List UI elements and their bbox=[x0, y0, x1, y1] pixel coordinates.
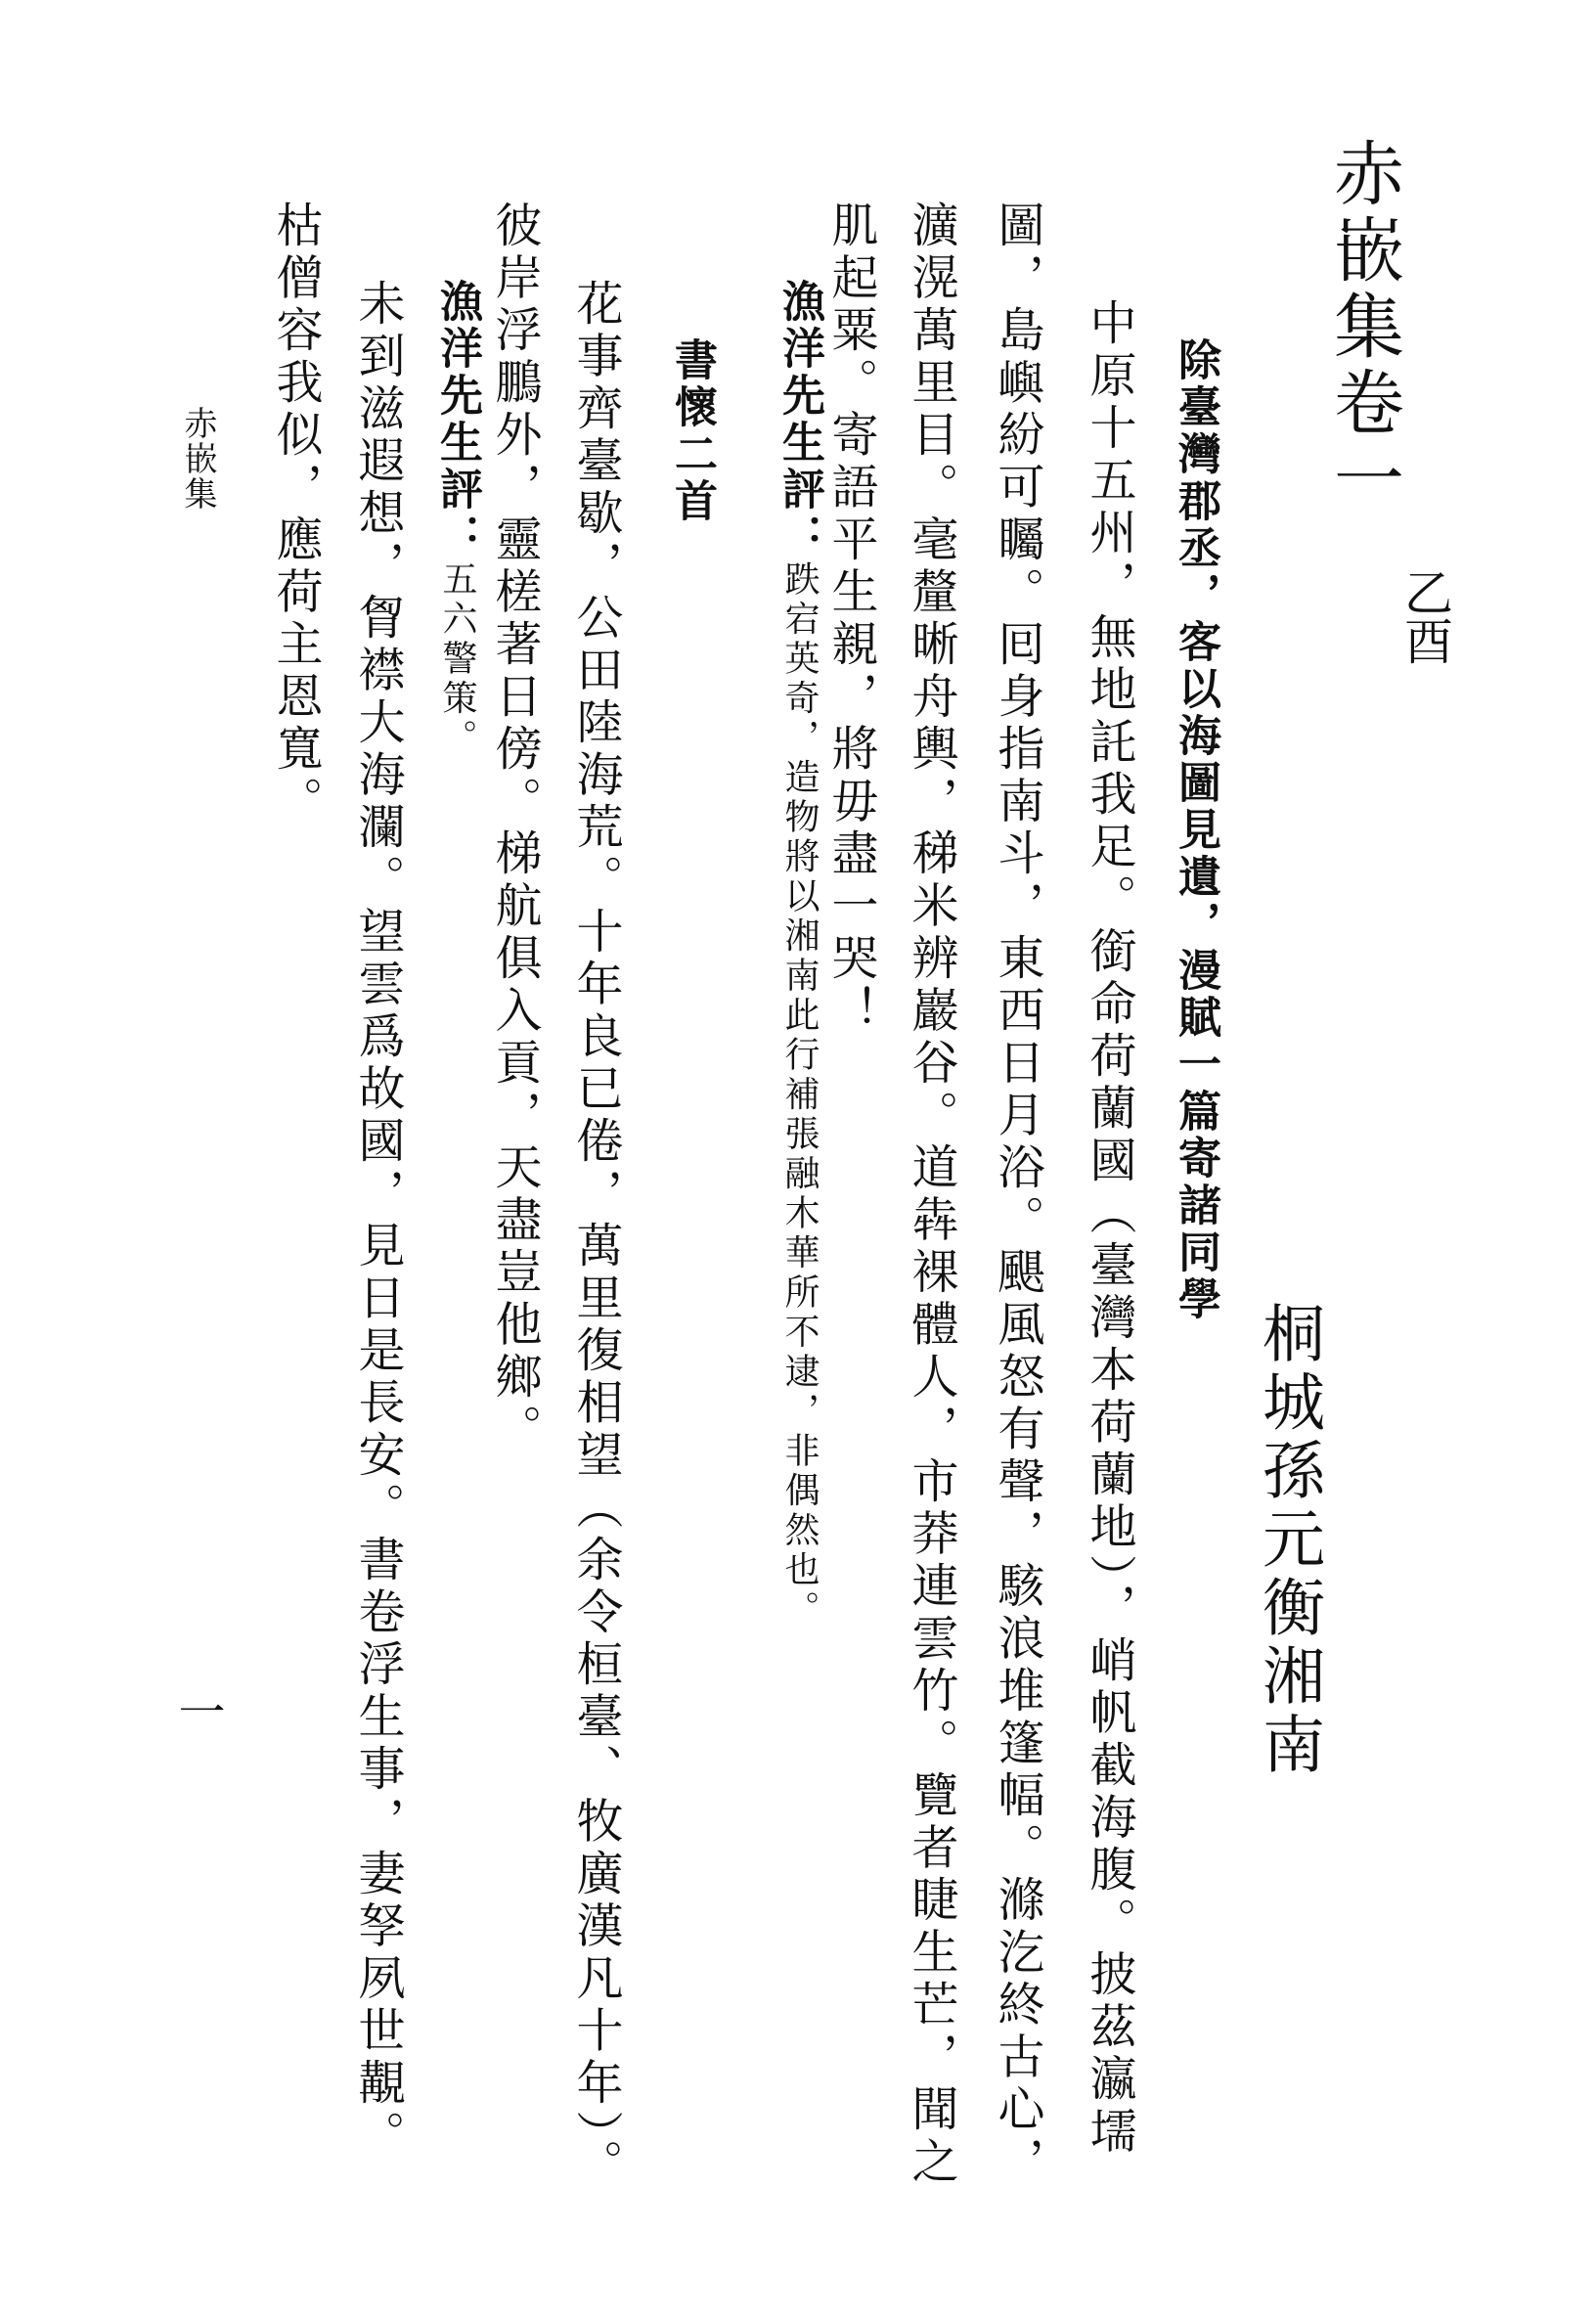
poem1-line-1: 中原十五州，無地託我足。銜命荷蘭國（臺灣本荷蘭地），峭帆截海腹。披茲瀛壖 bbox=[1082, 298, 1136, 2159]
poem-title-2: 書懷二首 bbox=[667, 337, 717, 525]
poem1-line-2: 圖，島嶼紛可矚。囘身指南斗，東西日月浴。颶風怒有聲，駭浪堆篷幅。滌汔終古心， bbox=[990, 201, 1044, 2189]
critique-1 bbox=[775, 279, 824, 1630]
critique-text: 跌宕英奇，造物將以湘南此行補張融木華所不逮，非偶然也。 bbox=[779, 560, 820, 1630]
critique-2 bbox=[432, 279, 482, 759]
poem2-stanza2-line-1: 未到滋遐想，胷襟大海瀾。望雲爲故國，見日是長安。書卷浮生事，妻孥夙世覯。 bbox=[350, 279, 405, 2163]
era-label: 乙酉 bbox=[1396, 567, 1453, 665]
poem1-line-3: 瀇滉萬里目。毫釐晰舟輿，稊米辨巖谷。道犇裸體人，市莽連雲竹。覽者睫生芒，聞之 bbox=[904, 201, 958, 2189]
poem2-stanza1-line-1: 花事齊臺歇，公田陸海荒。十年良已倦，萬里復相望（余令桓臺、牧廣漢凡十年）。 bbox=[568, 279, 623, 2192]
running-title: 赤嵌集 bbox=[178, 406, 217, 512]
volume-title: 赤嵌集卷一 bbox=[1322, 137, 1404, 518]
poem-title-1: 除臺灣郡丞，客以海圖見遺，漫賦一篇寄諸同學 bbox=[1171, 337, 1220, 1323]
critique-text: 五六警策。 bbox=[437, 560, 477, 759]
page-number: 一 bbox=[170, 1687, 225, 1734]
poem2-stanza2-line-2: 枯僧容我似，應荷主恩寬。 bbox=[268, 201, 323, 828]
author-name: 桐城孫元衡湘南 bbox=[1252, 1301, 1324, 1780]
poem1-line-4: 肌起粟。寄語平生親，將毋盡一哭！ bbox=[823, 201, 878, 1038]
critique-label: 漁洋先生評： bbox=[432, 279, 482, 560]
poem2-stanza1-line-2: 彼岸浮鵬外，靈槎著日傍。梯航俱入貢，天盡豈他鄉。 bbox=[487, 201, 542, 1456]
critique-label: 漁洋先生評： bbox=[775, 279, 824, 560]
